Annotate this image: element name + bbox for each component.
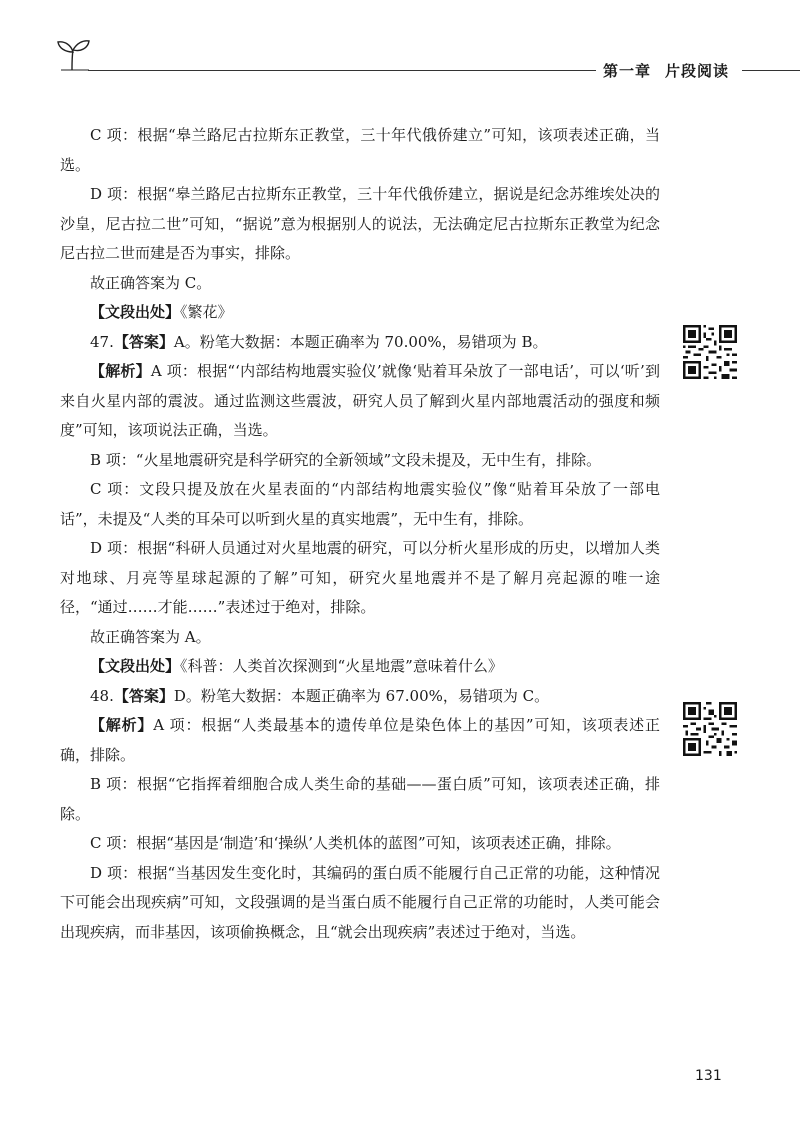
- paragraph: [60, 475, 660, 534]
- paragraph: [60, 121, 660, 180]
- source-line: [60, 298, 660, 328]
- analysis-tag: 【解析】: [90, 716, 154, 734]
- paragraph: [60, 446, 660, 476]
- source-title: 《繁花》: [180, 303, 233, 321]
- source-tag: 【文段出处】: [90, 303, 181, 321]
- qr-code-icon[interactable]: [683, 325, 737, 379]
- analysis-tag: 【解析】: [90, 362, 151, 380]
- paragraph: [60, 180, 660, 269]
- page-body: [60, 121, 660, 947]
- answer-line-47: [60, 328, 660, 358]
- paragraph-text: C 项：文段只提及放在火星表面的“内部结构地震实验仪”像“贴着耳朵放了一部电话”，未提及“人类的耳朵可以听到火星的真实地震”，无中生有，排除。: [60, 480, 660, 528]
- header-rule-right: [742, 70, 800, 71]
- paragraph-text: B 项：“火星地震研究是科学研究的全新领域”文段未提及，无中生有，排除。: [90, 450, 602, 469]
- answer-tag: 【答案】: [113, 686, 174, 705]
- paragraph: [60, 623, 660, 653]
- paragraph: [60, 770, 660, 829]
- answer-text: A。粉笔大数据：本题正确率为 70.00%，易错项为 B。: [173, 332, 548, 351]
- paragraph-text: D 项：根据“科研人员通过对火星地震的研究，可以分析火星形成的历史，以增加人类对地球、月亮等星球起源的了解”可知，研究火星地震并不是了解月亮起源的唯一途径，“通过……才能……”表述过于绝对，排除。: [60, 539, 660, 616]
- paragraph-text: C 项：根据“皋兰路尼古拉斯东正教堂，三十年代俄侨建立”可知，该项表述正确，当选。: [60, 126, 660, 174]
- source-title: 《科普：人类首次探测到“火星地震”意味着什么》: [180, 657, 503, 675]
- paragraph: [60, 859, 660, 948]
- section-label: 片段阅读: [665, 62, 730, 80]
- page-number: 131: [695, 1068, 722, 1084]
- qr-code-icon[interactable]: [683, 702, 737, 756]
- answer-line-48: [60, 682, 660, 712]
- analysis-text: A 项：根据“‘内部结构地震实验仪’就像‘贴着耳朵放了一部电话’，可以‘听’到来自火星内部的震波。通过监测这些震波，研究人员了解到火星内部地震活动的强度和频度”可知，该项说法正确，当选。: [60, 362, 660, 439]
- paragraph-text: D 项：根据“皋兰路尼古拉斯东正教堂，三十年代俄侨建立，据说是纪念苏维埃处决的沙皇，尼古拉二世”可知，“据说”意为根据别人的说法，无法确定尼古拉斯东正教堂为纪念尼古拉二世而建是否为事实，排除。: [60, 185, 660, 262]
- paragraph: [60, 829, 660, 859]
- source-line: [60, 652, 660, 682]
- chapter-heading: [603, 60, 743, 81]
- paragraph-text: B 项：根据“它指挥着细胞合成人类生命的基础——蛋白质”可知，该项表述正确，排除。: [60, 775, 660, 823]
- paragraph: [60, 534, 660, 623]
- paragraph-text: 故正确答案为 C。: [90, 273, 212, 292]
- header-rule-left: [88, 70, 596, 71]
- analysis-paragraph: [60, 711, 660, 770]
- paragraph-text: C 项：根据“基因是‘制造’和‘操纵’人类机体的蓝图”可知，该项表述正确，排除。: [90, 834, 621, 852]
- paragraph-text: D 项：根据“当基因发生变化时，其编码的蛋白质不能履行自己正常的功能，这种情况下可能会出现疾病”可知，文段强调的是当蛋白质不能履行自己正常的功能时，人类可能会出现疾病，而非基因，该项偷换概念，且“就会出现疾病”表述过于绝对，当选。: [60, 863, 660, 941]
- answer-tag: 【答案】: [113, 332, 174, 351]
- answer-text: D。粉笔大数据：本题正确率为 67.00%，易错项为 C。: [173, 686, 550, 705]
- page-header: [0, 0, 800, 90]
- analysis-text: A 项：根据“人类最基本的遗传单位是染色体上的基因”可知，该项表述正确，排除。: [60, 716, 660, 764]
- sprout-leaf-icon: [55, 38, 91, 72]
- question-number: 48.: [90, 686, 114, 705]
- paragraph-text: 故正确答案为 A。: [90, 627, 211, 646]
- chapter-label: 第一章: [603, 62, 652, 80]
- analysis-paragraph: [60, 357, 660, 446]
- question-number: 47.: [90, 332, 114, 351]
- source-tag: 【文段出处】: [90, 657, 181, 675]
- paragraph: [60, 269, 660, 299]
